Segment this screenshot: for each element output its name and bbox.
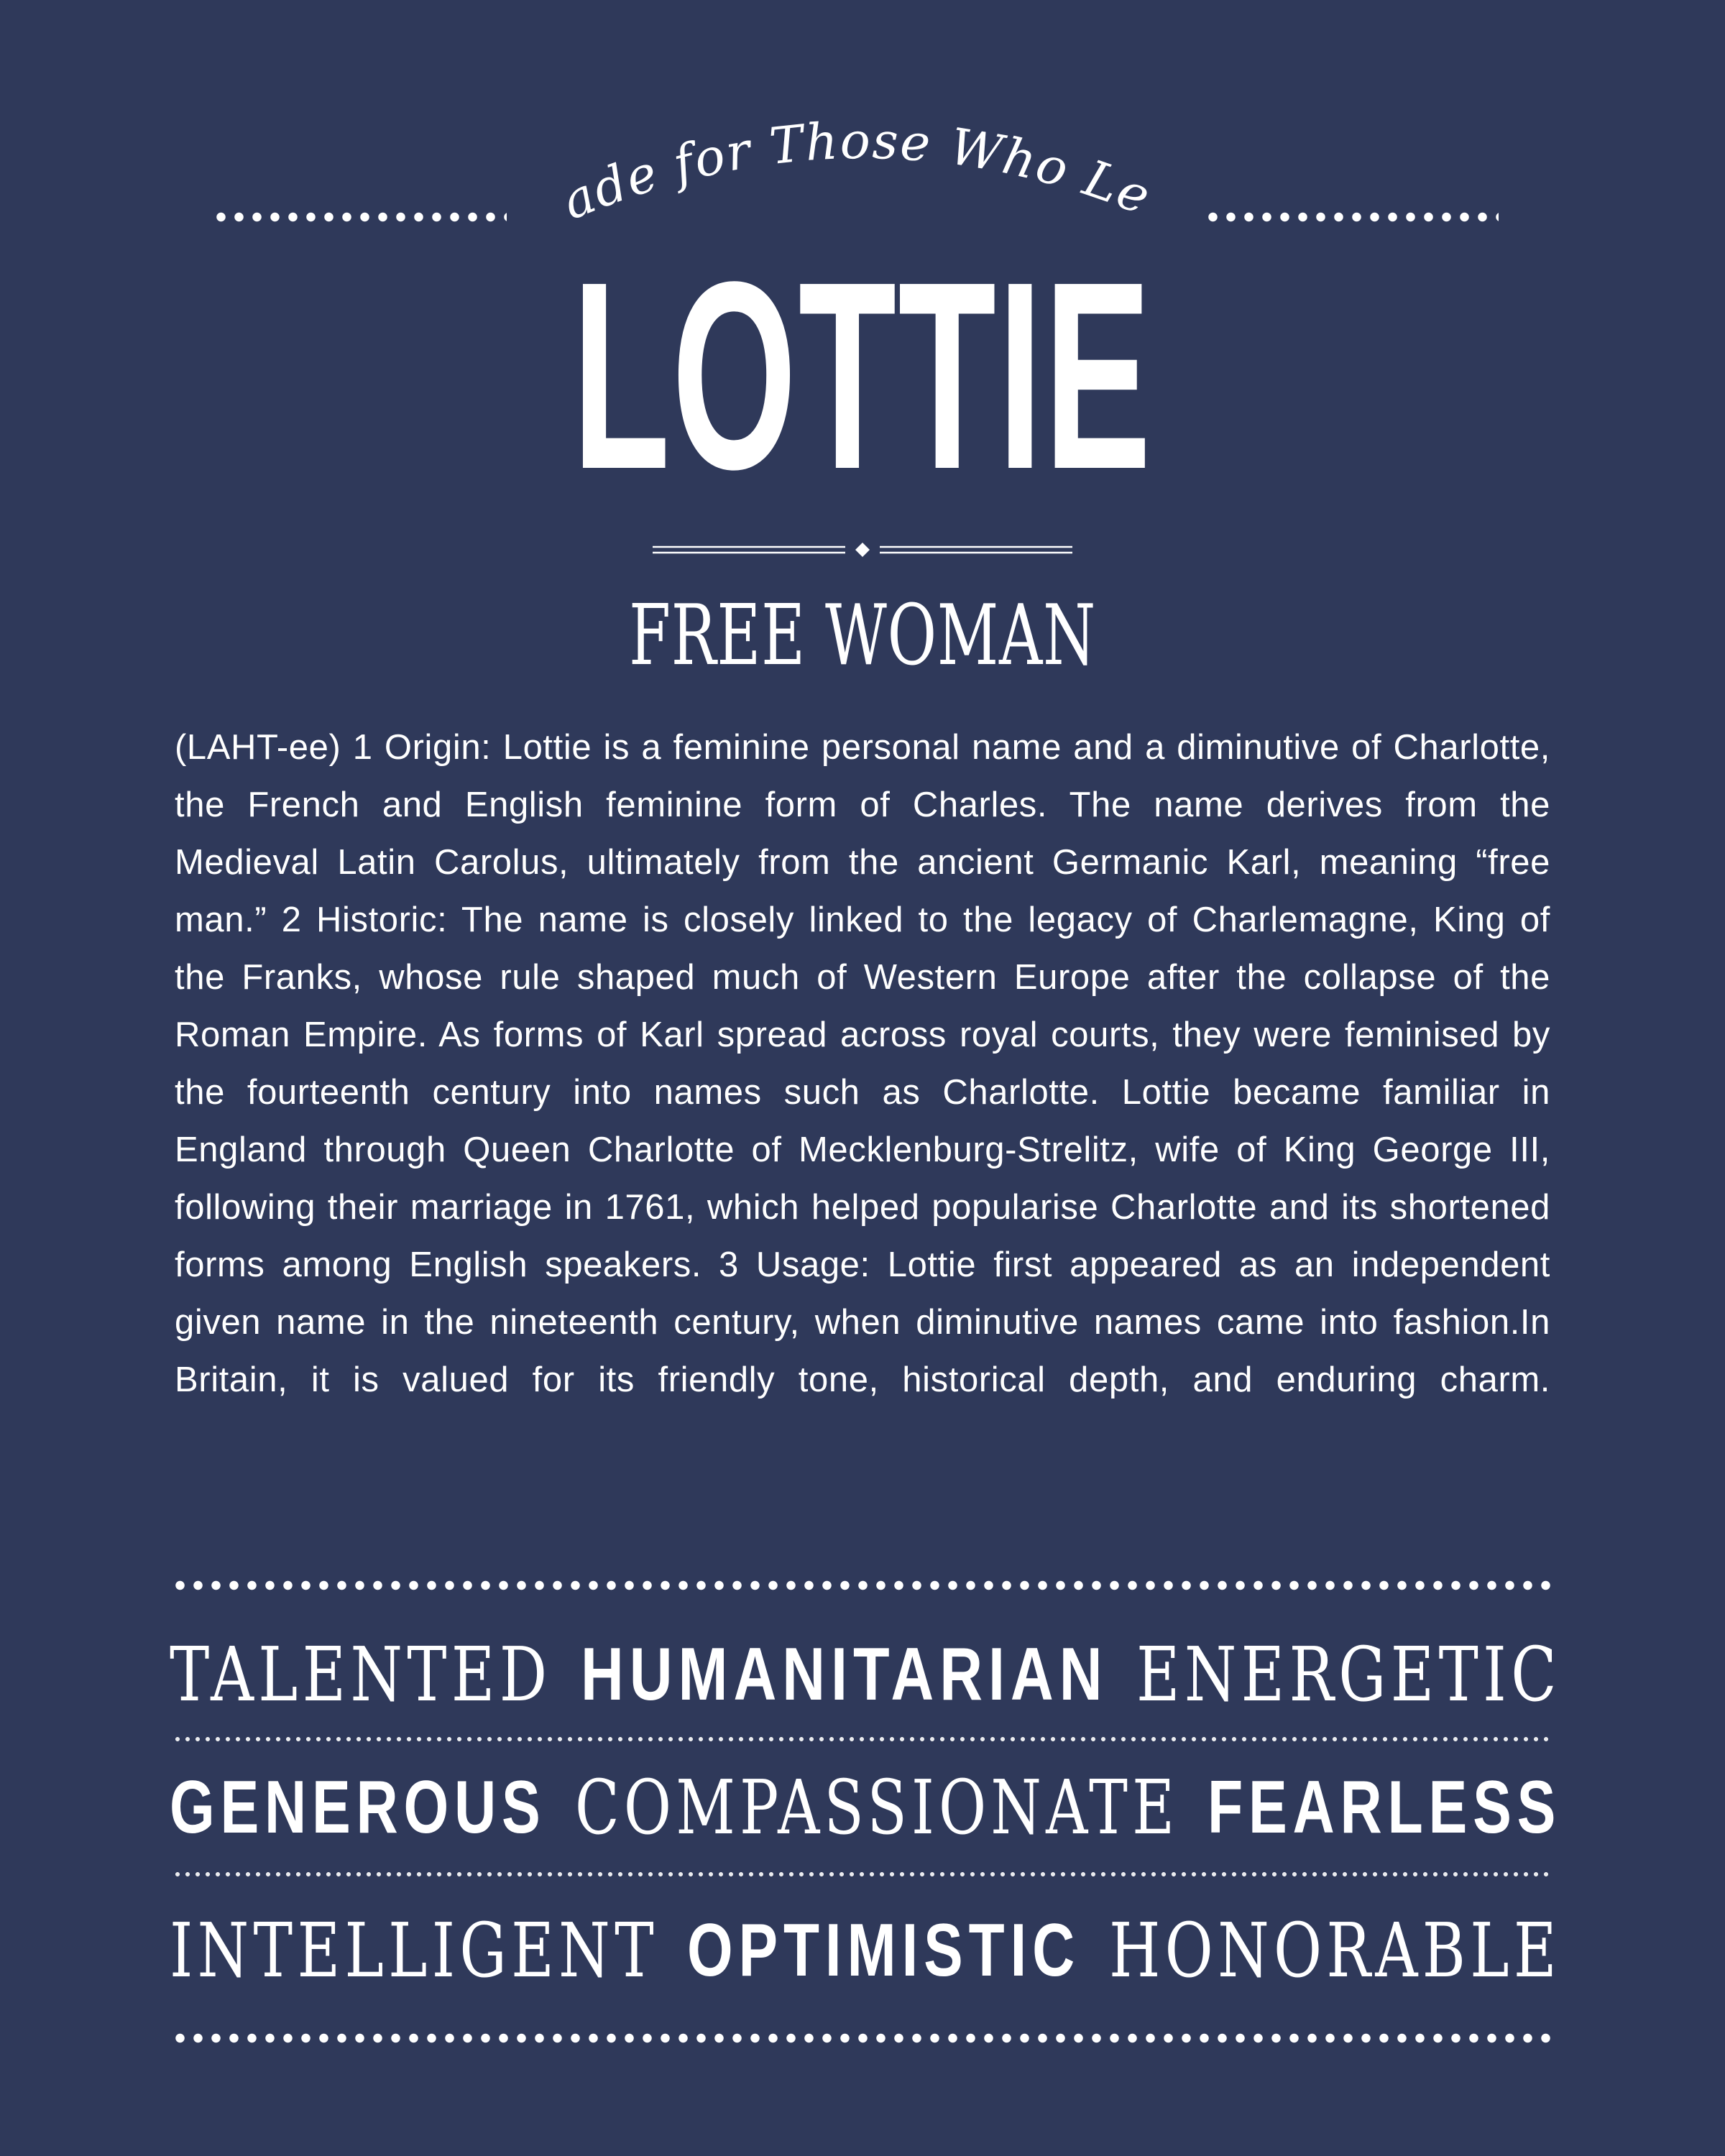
trait-row-1 <box>170 1631 1561 1718</box>
ornament-svg <box>647 535 1078 564</box>
trait-wrap <box>170 1764 546 1851</box>
trait-wrap <box>581 1631 1108 1718</box>
trait-wrap <box>1208 1764 1561 1851</box>
tagline-text <box>475 61 1159 231</box>
tagline <box>477 61 1222 237</box>
name-description: (LAHT-ee) 1 Origin: Lottie is a feminine personal name and a diminutive of Charlotte, the French and English feminine form of Charles. The name derives from the Medieval Latin Carolus, ultimately from the ancient Germanic Karl, meaning “free man.” 2 Historic: The name is closely linked to the legacy of Charlemagne, King of the Franks, whose rule shaped much of Western Europe after the collapse of the Roman Empire. As forms of Karl spread across royal courts, they were feminised by the fourteenth century into names such as Charlotte. Lottie became familiar in England through Queen Charlotte of Mecklenburg-Strelitz, wife of King George III, following their marriage in 1761, which helped popularise Charlotte and its shortened forms among English speakers. 3 Usage: Lottie first appeared as an independent given name in the nineteenth century, when diminutive names came into fashion.In Britain, it is valued for its friendly tone, historical depth, and enduring charm. <box>175 728 1550 1399</box>
trait-row-2 <box>170 1764 1561 1851</box>
traits-bottom-dots <box>171 2032 1558 2044</box>
trait-row-3 <box>170 1907 1561 1994</box>
trait-wrap <box>170 1907 658 1994</box>
traits-top-dots <box>171 1580 1558 1591</box>
trait-word: OPTIMISTIC <box>686 1909 1081 1992</box>
trait-word: GENEROUS <box>170 1766 546 1849</box>
trait-wrap <box>1109 1907 1561 1994</box>
tagline-dots-left <box>212 211 507 223</box>
trait-separator-2 <box>172 1871 1552 1877</box>
trait-word: INTELLIGENT <box>170 1907 658 1994</box>
trait-wrap <box>687 1907 1080 1994</box>
trait-word: ENERGETIC <box>1136 1631 1562 1718</box>
meaning-heading: FREE WOMAN <box>629 587 1096 684</box>
tagline-dots-right <box>1204 211 1499 223</box>
ornament-divider <box>647 535 1078 564</box>
tagline-textpath: Made for Those Who Lead <box>477 61 1159 231</box>
name-heading: LOTTIE <box>572 226 1153 525</box>
diamond-icon <box>855 543 870 557</box>
trait-wrap <box>575 1764 1179 1851</box>
trait-word: HONORABLE <box>1109 1907 1561 1994</box>
trait-word: FEARLESS <box>1207 1766 1561 1849</box>
trait-separator-1 <box>172 1736 1552 1742</box>
trait-wrap <box>1136 1631 1561 1718</box>
trait-word: HUMANITARIAN <box>580 1633 1108 1716</box>
trait-word: TALENTED <box>170 1631 552 1718</box>
tagline-svg <box>477 61 1222 237</box>
trait-word: COMPASSIONATE <box>574 1764 1179 1851</box>
trait-wrap <box>170 1631 552 1718</box>
